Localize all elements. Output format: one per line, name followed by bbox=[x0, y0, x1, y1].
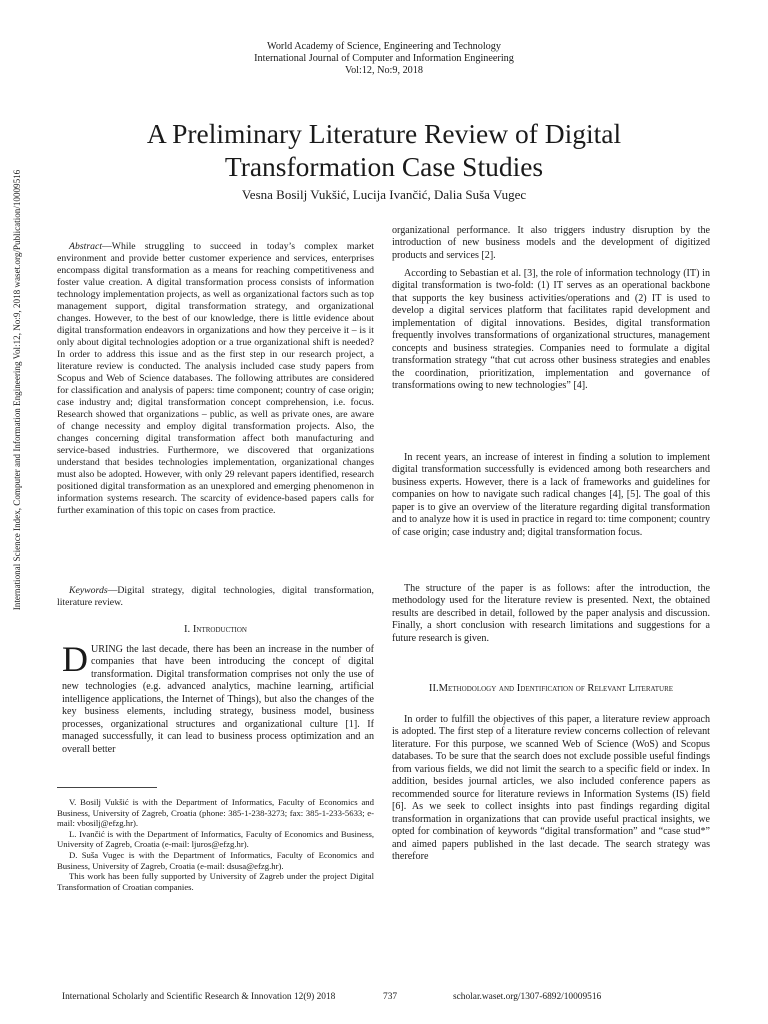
introduction-paragraph bbox=[62, 639, 374, 756]
paper-authors: Vesna Bosilj Vukšić, Lucija Ivančić, Dalia Suša Vugec bbox=[241, 187, 527, 202]
paper-title-line-2: Transformation Case Studies bbox=[224, 151, 544, 182]
keywords bbox=[57, 585, 374, 609]
section-2-title: Methodology and Identification of Relevant Literature bbox=[438, 683, 674, 694]
journal-name: International Journal of Computer and Information Engineering bbox=[254, 53, 514, 64]
abstract-label: Abstract bbox=[69, 241, 103, 252]
right-paragraph-5: In order to fulfill the objectives of this paper, a literature review approach is adopted. The first step of a literature review concerns collection of relevant literature. For this purpose, we scanned Web of Science (WoS) and Scopus databases. To be sure that the search does not exclude possible useful findings from various fields, we did not limit the search to a specific field or index. In addition, besides journal articles, we also included conference papers as recommended source for literature reviews in Information Systems (IS) field [6]. As we seek to collect insights into past findings regarding digital transformation in organizations that can provide useful practical insights, we opted for combination of keywords “digital transformation” and “case stud*” and aimed papers published in the last decade. The search strategy was therefore bbox=[392, 714, 710, 863]
footnote-funding: This work has been fully supported by University of Zagreb under the project Digital Transformation of Croatian companies. bbox=[57, 871, 374, 892]
section-2-number: II. bbox=[428, 683, 439, 694]
right-paragraph-2: According to Sebastian et al. [3], the role of information technology (IT) in digital transformation is two-fold: (1) IT serves as an operational backbone that supports the key business activities/operations and (2) IT is used to develop a digital services platform that facilitates rapid development and implementation of digital innovations. Besides, digital transformation frequently involves transformations of organizational structures, management concepts and business strategies. Companies need to formulate a digital transformation strategy “that cut across other business strategies and enables the coordination, prioritization, implementation and governance of transformations owing to new technologies” [4]. bbox=[392, 268, 710, 392]
abstract-dash: — bbox=[102, 241, 112, 252]
keywords-label: Keywords bbox=[69, 585, 108, 596]
right-paragraph-4: The structure of the paper is as follows: after the introduction, the methodology used for the literature review is presented. Next, the obtained results are described in detail, followed by the paper analysis and discussion. Finally, a short conclusion with research limitations and suggestions for a future research is given. bbox=[392, 583, 710, 644]
abstract bbox=[57, 241, 374, 517]
footnote-author-3: D. Suša Vugec is with the Department of Informatics, Faculty of Economics and Business, University of Zagreb, Croatia (e-mail: dsusa@efzg.hr). bbox=[57, 849, 374, 871]
section-1-number: I. bbox=[184, 624, 191, 635]
paper-title-line-1: A Preliminary Literature Review of Digital bbox=[146, 118, 622, 149]
sidebar-citation: International Science Index, Computer and Information Engineering Vol:12, No:9, 2018 waset.org/Publication/10009516 bbox=[12, 169, 22, 611]
footnotes bbox=[57, 797, 374, 892]
footnote-divider bbox=[57, 787, 157, 788]
footer-url: scholar.waset.org/1307-6892/10009516 bbox=[453, 992, 602, 1002]
keywords-dash: — bbox=[107, 585, 118, 596]
footer-page-number: 737 bbox=[383, 992, 398, 1002]
keywords-text: Digital strategy, digital technologies, digital transformation, literature review. bbox=[57, 585, 374, 608]
section-1-title: Introduction bbox=[192, 624, 247, 635]
section-1-heading bbox=[57, 624, 374, 635]
footnote-author-2: L. Ivančić is with the Department of Informatics, Faculty of Economics and Business, University of Zagreb, Croatia (e-mail: ljuros@efzg.hr). bbox=[57, 828, 374, 850]
section-2-heading bbox=[392, 682, 710, 695]
footnote-author-1: V. Bosilj Vukšić is with the Department of Informatics, Faculty of Economics and Business, University of Zagreb, Croatia (phone: 385-1-238-3273; fax: 385-1-233-5633; e-mail: vbosilj@efzg.hr). bbox=[57, 797, 374, 829]
footer-publisher: International Scholarly and Scientific Research & Innovation 12(9) 2018 bbox=[62, 992, 336, 1002]
right-paragraph-3: In recent years, an increase of interest in finding a solution to implement digital transformation successfully is evidenced among both researchers and business experts. However, there is a lack of frameworks and guidelines for companies on how to navigate such radical changes [4], [5]. The goal of this paper is to give an overview of the literature regarding digital transformation and to analyze how it is used in practice in regard to: time component; country of case origin; case industry and; digital transformation focus. bbox=[392, 452, 710, 538]
abstract-text: While struggling to succeed in today’s complex market environment and provide better customer experience and services, enterprises encompass digital transformation as a means for reaching competitiveness and foster value creation. A digital transformation process consists of information technology implementation projects, as well as organizational factors such as top management support, digital transformation strategy, and organizational changes. However, to the best of our knowledge, there is little evidence about digital transformation endeavors in organizations and how they perceive it – is it only about digital technologies adoption or a true organizational shift is needed? In order to address this issue and as the first step in our research project, a literature review is conducted. The analysis included case study papers from Scopus and Web of Science databases. The following attributes are considered for classification and analysis of papers: time component; country of case origin; case industry and; digital transformation concept comprehension, i.e. focus. Research showed that organizations – public, as well as private ones, are aware of change necessity and employ digital transformation projects. Also, the changes concerning digital transformation affect both manufacturing and service-based industries. Furthermore, we discovered that organizations understand that besides technologies implementation, organizational changes must also be adopted. However, with only 29 relevant papers identified, research positioned digital transformation as an unexplored and emerging phenomenon in information systems research. The scarcity of evidence-based papers calls for further examination of this topic on cases from practice. bbox=[57, 241, 374, 516]
right-paragraph-1: organizational performance. It also triggers industry disruption by the introduction of new business models and the development of digitized products and services [2]. bbox=[392, 225, 710, 261]
journal-volume: Vol:12, No:9, 2018 bbox=[345, 65, 423, 76]
journal-publisher: World Academy of Science, Engineering and Technology bbox=[267, 41, 501, 52]
drop-cap: D bbox=[62, 639, 88, 679]
introduction-text: URING the last decade, there has been an increase in the number of companies that have been introducing the concept of digital transformation. Digital transformation comprises not only the use of new technologies (e.g. advanced analytics, machine learning, artificial intelligence applications, the Internet of Things), but also the changes of the key business elements, including strategy, business model, business processes, organizational structures and organizational culture [1]. If managed successfully, it can lead to business process optimization and an overall better bbox=[62, 644, 374, 755]
